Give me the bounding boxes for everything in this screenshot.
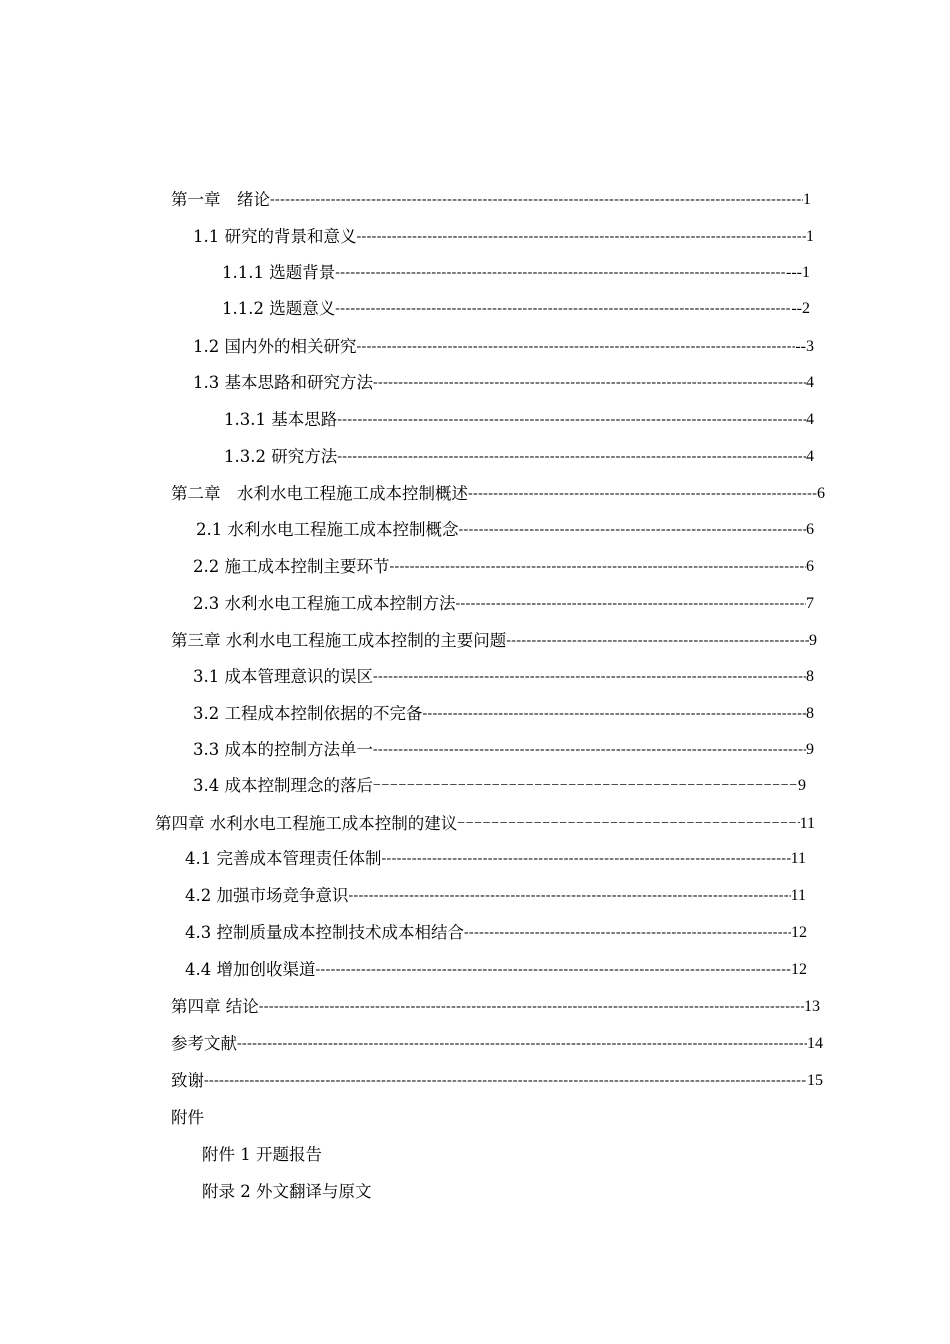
dot-leader: [335, 260, 786, 286]
toc-entry-3-1[interactable]: [193, 664, 814, 690]
appendix-heading: 附件: [171, 1108, 204, 1127]
toc-entry-page: 8: [806, 668, 814, 685]
toc-entry-page: 1: [803, 191, 811, 208]
dot-leader: [373, 370, 806, 396]
dash-leader: [457, 811, 799, 837]
toc-entry-page: 12: [791, 924, 807, 941]
appendix-item-translation[interactable]: 附录 2 外文翻译与原文: [202, 1182, 372, 1201]
toc-entry-title: 2.2 施工成本控制主要环节: [193, 557, 390, 576]
toc-entry-title: 1.1.2 选题意义: [222, 299, 336, 318]
toc-entry-page: ---1: [786, 264, 810, 281]
toc-entry-title: 第二章 水利水电工程施工成本控制概述: [171, 484, 468, 503]
toc-entry-page: 14: [807, 1035, 823, 1052]
toc-entry-1-1-1[interactable]: [222, 260, 810, 286]
dot-leader: [204, 1068, 807, 1094]
dot-leader: [357, 224, 807, 250]
toc-entry-page: 4: [806, 448, 814, 465]
toc-entry-title: 3.2 工程成本控制依据的不完备: [193, 704, 423, 723]
toc-entry-chapter-3[interactable]: [171, 628, 817, 654]
toc-entry-page: 6: [806, 521, 814, 538]
dot-leader: [349, 883, 791, 909]
toc-entry-page: 11: [790, 887, 806, 904]
toc-entry-title: 1.1.1 选题背景: [222, 263, 336, 282]
dot-leader: [373, 664, 806, 690]
toc-entry-title: 1.2 国内外的相关研究: [193, 337, 357, 356]
toc-entry-2-1[interactable]: [196, 517, 814, 543]
toc-entry-4-1[interactable]: [185, 846, 806, 872]
toc-entry-page: 4: [806, 411, 814, 428]
toc-entry-title: 2.3 水利水电工程施工成本控制方法: [193, 594, 456, 613]
toc-entry-3-4[interactable]: [193, 773, 806, 799]
dot-leader: [456, 591, 807, 617]
toc-entry-chapter-2[interactable]: [171, 481, 825, 507]
toc-entry-page: 7: [806, 595, 814, 612]
toc-entry-page: 11: [790, 850, 806, 867]
toc-entry-title: 1.3.2 研究方法: [224, 447, 338, 466]
toc-entry-title: 第四章 水利水电工程施工成本控制的建议: [155, 814, 458, 833]
toc-entry-title: 参考文献: [171, 1034, 237, 1053]
toc-entry-page: --2: [791, 300, 810, 317]
toc-entry-1-2[interactable]: [193, 334, 814, 360]
toc-entry-page: 9: [809, 632, 817, 649]
toc-entry-chapter-4[interactable]: [155, 811, 815, 837]
toc-entry-acknowledgements[interactable]: [171, 1068, 823, 1094]
toc-entry-1-1[interactable]: [193, 224, 814, 250]
dot-leader: [357, 334, 796, 360]
toc-entry-title: 3.4 成本控制理念的落后: [193, 776, 373, 795]
toc-entry-title: 1.1 研究的背景和意义: [193, 227, 357, 246]
toc-entry-page: --3: [795, 338, 814, 355]
toc-entry-chapter-1[interactable]: [171, 187, 811, 213]
dot-leader: [337, 407, 806, 433]
toc-entry-4-2[interactable]: [185, 883, 806, 909]
dot-leader: [464, 920, 791, 946]
toc-entry-title: 4.3 控制质量成本控制技术成本相结合: [185, 923, 464, 942]
toc-entry-references[interactable]: [171, 1031, 823, 1057]
dot-leader: [259, 994, 804, 1020]
toc-entry-page: 9: [798, 777, 806, 794]
toc-entry-title: 第一章 绪论: [171, 190, 270, 209]
toc-entry-3-3[interactable]: [193, 737, 814, 763]
toc-entry-page: 1: [806, 228, 814, 245]
toc-entry-title: 4.4 增加创收渠道: [185, 960, 316, 979]
toc-entry-1-3[interactable]: [193, 370, 814, 396]
toc-entry-title: 第四章 结论: [171, 997, 259, 1016]
toc-entry-4-3[interactable]: [185, 920, 807, 946]
toc-entry-1-1-2[interactable]: [222, 296, 810, 322]
toc-entry-title: 2.1 水利水电工程施工成本控制概念: [196, 520, 459, 539]
toc-entry-title: 1.3.1 基本思路: [224, 410, 338, 429]
dot-leader: [506, 628, 809, 654]
dash-leader: [373, 773, 798, 799]
toc-entry-2-3[interactable]: [193, 591, 814, 617]
toc-entry-title: 3.3 成本的控制方法单一: [193, 740, 373, 759]
toc-entry-title: 第三章 水利水电工程施工成本控制的主要问题: [171, 631, 507, 650]
toc-entry-1-3-2[interactable]: [224, 444, 814, 470]
dot-leader: [459, 517, 807, 543]
toc-entry-page: 11: [799, 815, 815, 832]
toc-entry-page: 4: [806, 374, 814, 391]
toc-entry-title: 1.3 基本思路和研究方法: [193, 373, 373, 392]
toc-entry-4-4[interactable]: [185, 957, 807, 983]
dot-leader: [423, 701, 807, 727]
dot-leader: [390, 554, 807, 580]
toc-entry-title: 3.1 成本管理意识的误区: [193, 667, 373, 686]
toc-entry-page: 12: [791, 961, 807, 978]
dot-leader: [382, 846, 791, 872]
dot-leader: [335, 296, 791, 322]
dot-leader: [373, 737, 806, 763]
toc-entry-title: 致谢: [171, 1071, 204, 1090]
toc-entry-page: 9: [806, 741, 814, 758]
toc-entry-page: 8: [806, 705, 814, 722]
toc-entry-page: 15: [807, 1072, 823, 1089]
toc-entry-title: 4.1 完善成本管理责任体制: [185, 849, 382, 868]
toc-entry-conclusion[interactable]: [171, 994, 820, 1020]
dot-leader: [237, 1031, 807, 1057]
toc-entry-2-2[interactable]: [193, 554, 814, 580]
toc-entry-page: 6: [817, 485, 825, 502]
toc-entry-page: 6: [806, 558, 814, 575]
dot-leader: [316, 957, 792, 983]
appendix-item-proposal[interactable]: 附件 1 开题报告: [202, 1145, 322, 1164]
dot-leader: [270, 187, 803, 213]
toc-entry-page: 13: [804, 998, 820, 1015]
toc-entry-title: 4.2 加强市场竞争意识: [185, 886, 349, 905]
dot-leader: [337, 444, 806, 470]
toc-entry-3-2[interactable]: [193, 701, 814, 727]
toc-entry-1-3-1[interactable]: [224, 407, 814, 433]
dot-leader: [468, 481, 817, 507]
